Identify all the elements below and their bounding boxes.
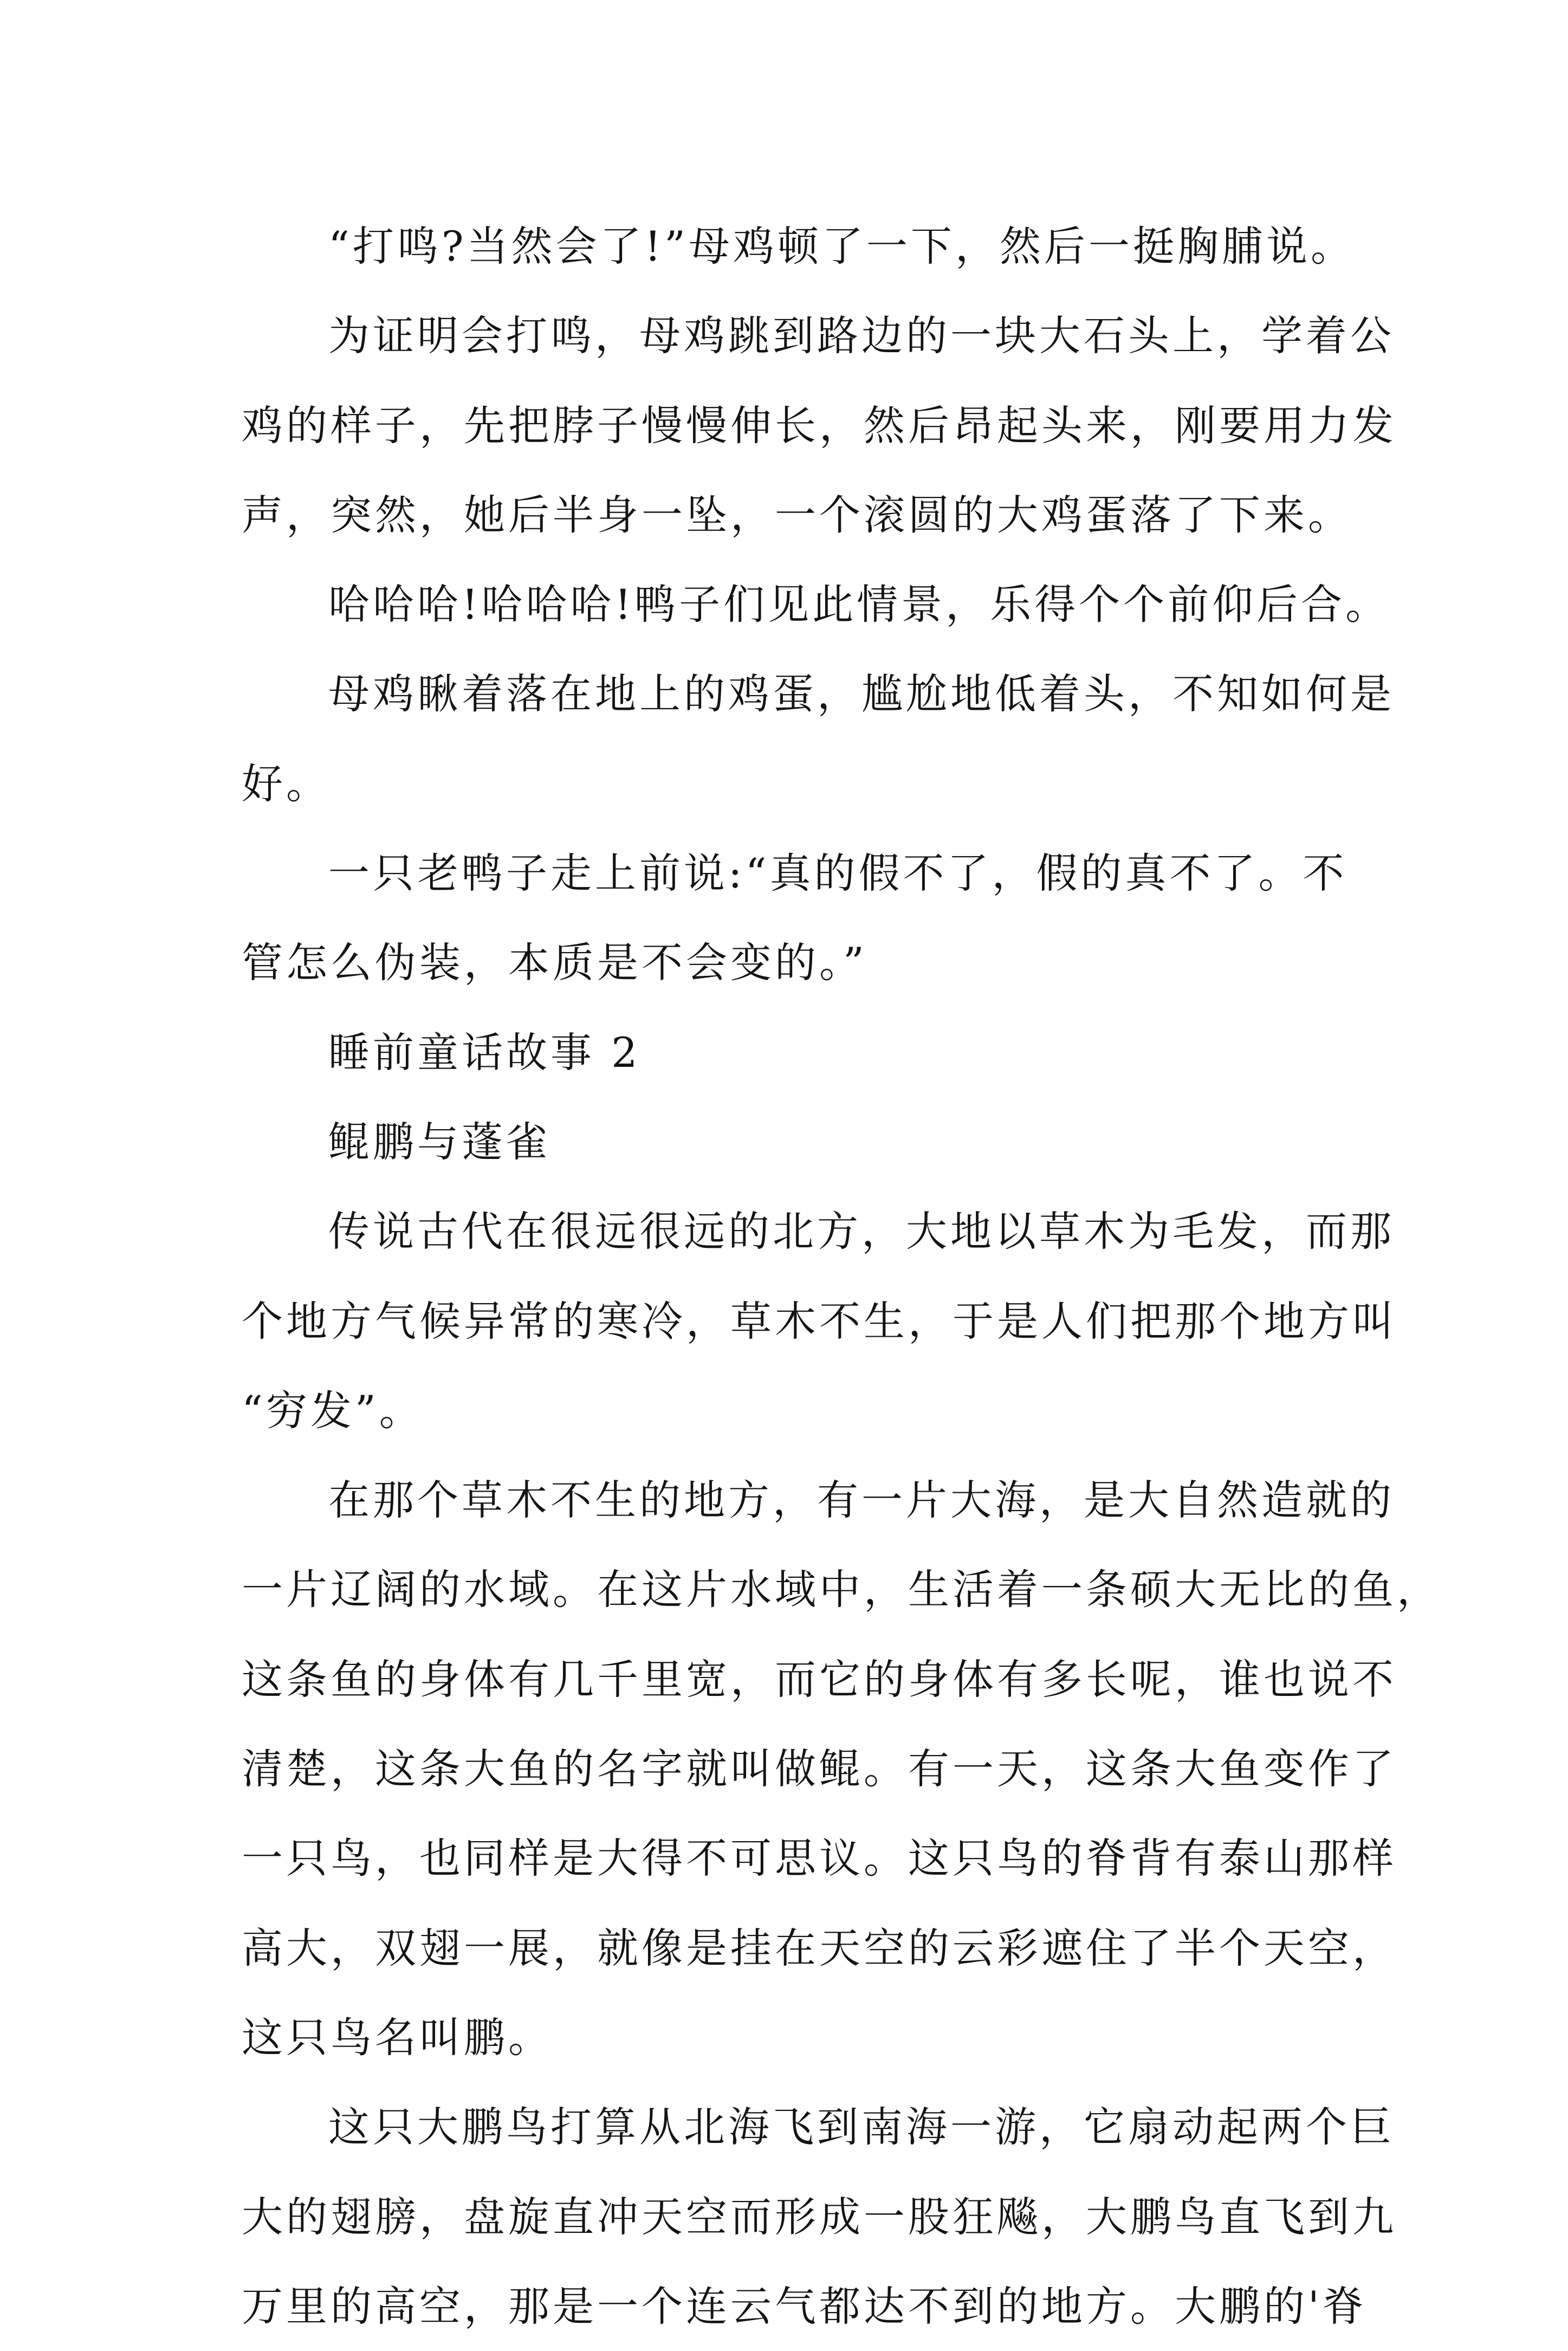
paragraph-line: 一只老鸭子走上前说:“真的假不了，假的真不了。不 [328, 849, 1347, 898]
paragraph-line: 高大，双翅一展，就像是挂在天空的云彩遮住了半个天空， [242, 1923, 1397, 1972]
paragraph-line: 哈哈哈!哈哈哈!鸭子们见此情景，乐得个个前仰后合。 [328, 580, 1390, 629]
paragraph-line: 为证明会打鸣，母鸡跳到路边的一块大石头上，学着公 [328, 312, 1395, 360]
paragraph-line: “穷发”。 [242, 1386, 424, 1435]
paragraph-line: 声，突然，她后半身一坠，一个滚圆的大鸡蛋落了下来。 [242, 490, 1352, 539]
paragraph-line: “打鸣?当然会了!”母鸡顿了一下，然后一挺胸脯说。 [328, 222, 1355, 270]
paragraph-line: 好。 [242, 759, 331, 808]
paragraph-line: 一片辽阔的水域。在这片水域中，生活着一条硕大无比的鱼， [242, 1565, 1441, 1614]
paragraph-line: 母鸡瞅着落在地上的鸡蛋，尴尬地低着头，不知如何是 [328, 670, 1395, 718]
story-title: 鲲鹏与蓬雀 [328, 1117, 550, 1166]
paragraph-line: 万里的高空，那是一个连云气都达不到的地方。大鹏的'脊 [242, 2282, 1367, 2330]
section-heading: 睡前童话故事 2 [328, 1028, 641, 1077]
paragraph-line: 鸡的样子，先把脖子慢慢伸长，然后昂起头来，刚要用力发 [242, 401, 1397, 450]
paragraph-line: 在那个草木不生的地方，有一片大海，是大自然造就的 [328, 1476, 1395, 1525]
paragraph-line: 这只鸟名叫鹏。 [242, 2013, 553, 2062]
paragraph-line: 传说古代在很远很远的北方，大地以草木为毛发，而那 [328, 1207, 1395, 1256]
paragraph-line: 大的翅膀，盘旋直冲天空而形成一股狂飚，大鹏鸟直飞到九 [242, 2192, 1397, 2241]
paragraph-line: 这只大鹏鸟打算从北海飞到南海一游，它扇动起两个巨 [328, 2103, 1395, 2152]
paragraph-line: 这条鱼的身体有几千里宽，而它的身体有多长呢，谁也说不 [242, 1655, 1397, 1704]
body-text [242, 202, 1441, 2351]
paragraph-line: 清楚，这条大鱼的名字就叫做鲲。有一天，这条大鱼变作了 [242, 1745, 1397, 1793]
paragraph-line: 个地方气候异常的寒冷，草木不生，于是人们把那个地方叫 [242, 1297, 1397, 1345]
paragraph-line: 管怎么伪装，本质是不会变的。” [242, 938, 867, 987]
paragraph-line: 一只鸟，也同样是大得不可思议。这只鸟的脊背有泰山那样 [242, 1834, 1397, 1883]
